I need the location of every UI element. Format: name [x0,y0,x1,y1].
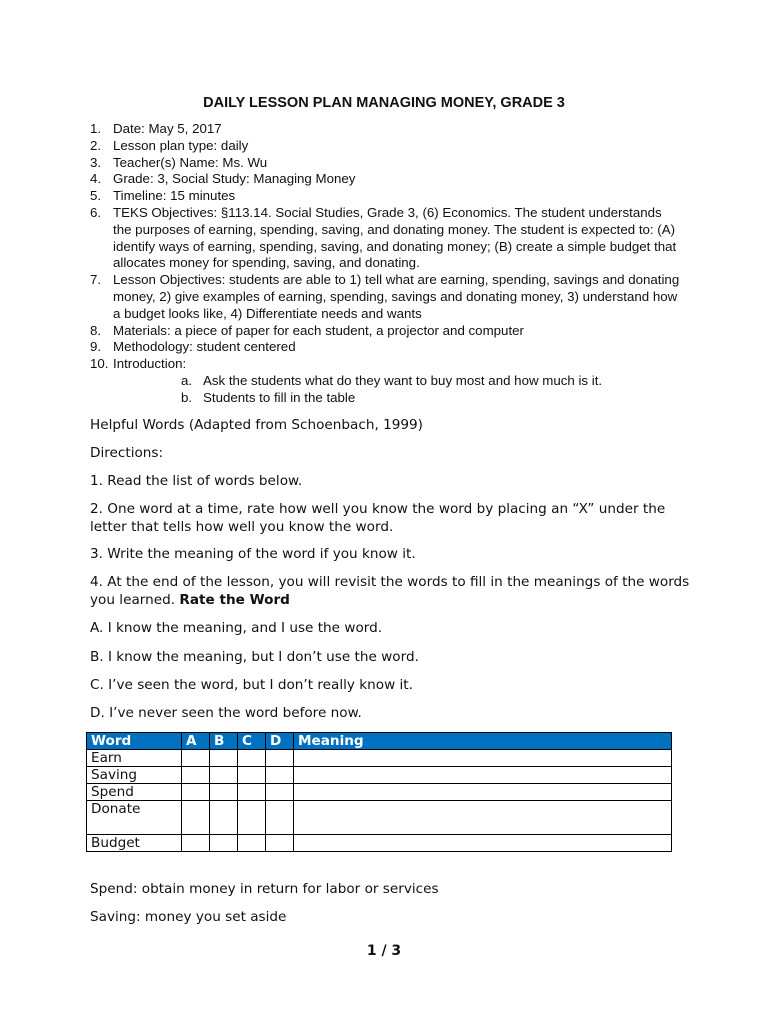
scale-b: B. I know the meaning, but I don’t use the word. [90,649,419,665]
rating-cell-a[interactable] [182,767,210,784]
sub-item-letter: a. [181,372,193,388]
scale-c: C. I’ve seen the word, but I don’t really know it. [90,677,413,693]
meaning-cell[interactable] [294,767,672,784]
scale-a: A. I know the meaning, and I use the word. [90,620,383,636]
rating-cell-d[interactable] [266,835,294,852]
rating-cell-d[interactable] [266,801,294,835]
page-indicator: 1 / 3 [366,943,402,959]
list-item [90,323,680,340]
rating-cell-d[interactable] [266,784,294,801]
item-number: 5. [90,188,102,204]
helpful-words-heading: Helpful Words (Adapted from Schoenbach, 1999) [90,417,423,433]
rating-cell-a[interactable] [182,835,210,852]
table-row [87,767,672,784]
word-cell: Budget [87,835,182,852]
item-text: Lesson plan type: daily [113,137,249,153]
item-text: TEKS Objectives: §113.14. Social Studies, Grade 3, (6) Economics. The student understands the purposes of earning, spending, saving, and donating money. The student is expected to: (A) identify ways of earning, spending, saving, and donating money; (B) create a simple budget that allocates money for spending, saving, and donating. [113,204,677,271]
rating-cell-c[interactable] [238,750,266,767]
rating-cell-c[interactable] [238,784,266,801]
item-text: Lesson Objectives: students are able to 1) tell what are earning, spending, savings and donating money, 2) give examples of earning, spending, savings and donating money, 3) understand how a budget looks like, 4) Differentiate needs and wants [113,272,680,321]
item-text: Introduction: [113,356,187,372]
rating-cell-a[interactable] [182,784,210,801]
rating-cell-b[interactable] [210,835,238,852]
list-item [90,205,680,272]
list-item [90,272,680,322]
meaning-cell[interactable] [294,801,672,835]
word-cell: Spend [87,784,182,801]
list-item [90,339,680,356]
rating-cell-a[interactable] [182,750,210,767]
meaning-cell[interactable] [294,750,672,767]
list-item [90,121,680,138]
item-text: Materials: a piece of paper for each student, a projector and computer [113,322,524,338]
sub-list-item [113,373,680,390]
table-row [87,784,672,801]
item-text: Date: May 5, 2017 [113,121,222,136]
list-item [90,155,680,172]
rate-the-word-heading: Rate the Word [179,591,290,608]
column-header-d: D [266,733,294,750]
sub-item-text: Ask the students what do they want to buy most and how much is it. [203,372,603,388]
sub-list-item [113,390,680,407]
introduction-sublist [113,373,680,407]
item-text: Grade: 3, Social Study: Managing Money [113,171,356,187]
rating-cell-c[interactable] [238,767,266,784]
list-item [90,171,680,188]
item-number: 9. [90,339,102,355]
rating-cell-a[interactable] [182,801,210,835]
column-header-b: B [210,733,238,750]
rating-cell-d[interactable] [266,767,294,784]
direction-step-1: 1. Read the list of words below. [90,473,303,489]
direction-step-3: 3. Write the meaning of the word if you know it. [90,546,416,562]
sub-item-letter: b. [181,389,193,405]
table-row [87,750,672,767]
rating-cell-b[interactable] [210,750,238,767]
column-header-a: A [182,733,210,750]
list-item [90,188,680,205]
definition-saving: Saving: money you set aside [90,909,287,925]
lesson-plan-list [90,121,680,407]
item-text: Timeline: 15 minutes [113,188,236,204]
meaning-cell[interactable] [294,835,672,852]
item-number: 2. [90,137,102,153]
item-number: 6. [90,204,102,220]
column-header-c: C [238,733,266,750]
item-number: 10. [90,356,109,372]
document-title: DAILY LESSON PLAN MANAGING MONEY, GRADE 3 [203,95,565,111]
definition-spend: Spend: obtain money in return for labor or services [90,881,439,897]
item-text: Teacher(s) Name: Ms. Wu [113,154,268,170]
sub-item-text: Students to fill in the table [203,389,356,405]
word-cell: Saving [87,767,182,784]
item-text: Methodology: student centered [113,339,296,355]
column-header-word: Word [87,733,182,750]
direction-step-4 [90,574,690,609]
item-number: 4. [90,171,102,187]
word-cell: Donate [87,801,182,835]
table-header-row [87,733,672,750]
rating-cell-b[interactable] [210,767,238,784]
table-row [87,835,672,852]
direction-step-4-text: 4. At the end of the lesson, you will revisit the words to fill in the meanings of the words you learned. [90,574,690,608]
rating-cell-d[interactable] [266,750,294,767]
scale-d: D. I’ve never seen the word before now. [90,705,362,721]
direction-step-2: 2. One word at a time, rate how well you know the word by placing an “X” under the letter that tells how well you know the word. [90,501,666,535]
list-item [90,138,680,155]
column-header-meaning: Meaning [294,733,672,750]
item-number: 1. [90,121,102,136]
item-number: 3. [90,154,102,170]
table-row [87,801,672,835]
item-number: 7. [90,272,102,288]
rating-cell-c[interactable] [238,801,266,835]
meaning-cell[interactable] [294,784,672,801]
item-number: 8. [90,322,102,338]
rating-cell-c[interactable] [238,835,266,852]
directions-heading: Directions: [90,445,164,461]
word-cell: Earn [87,750,182,767]
rate-the-word-table [86,732,672,852]
rating-cell-b[interactable] [210,801,238,835]
list-item [90,356,680,406]
rating-cell-b[interactable] [210,784,238,801]
